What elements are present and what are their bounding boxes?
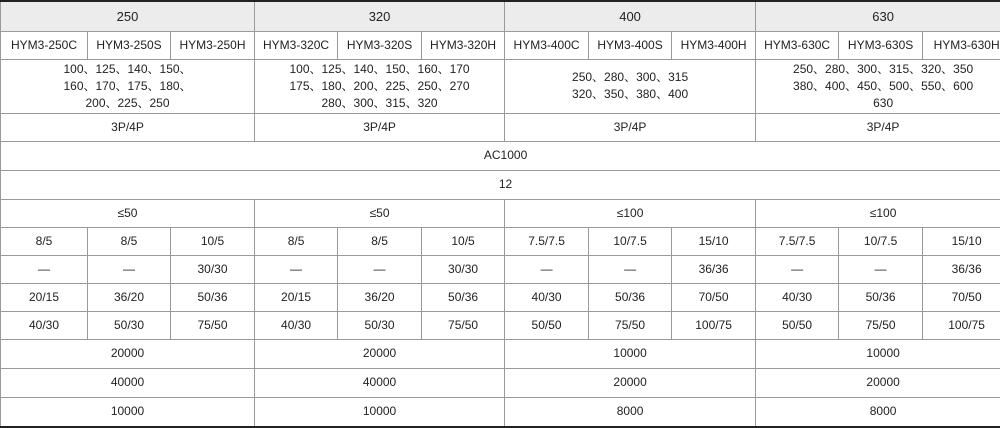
value-cell: —	[88, 255, 171, 283]
model-cell: HYM3-320S	[338, 31, 422, 59]
model-cell: HYM3-320C	[255, 31, 338, 59]
rated-current-line: 380、400、450、500、550、600	[758, 78, 1000, 95]
model-cell: HYM3-320H	[422, 31, 505, 59]
model-cell: HYM3-250H	[171, 31, 255, 59]
value-cell: 70/50	[672, 283, 756, 311]
frame-630: 630	[756, 1, 1000, 31]
value-cell: 40/30	[505, 283, 589, 311]
value-cell: 30/30	[171, 255, 255, 283]
life-cell: 40000	[255, 368, 505, 397]
arcing-400: ≤100	[505, 199, 756, 227]
value-cell: —	[255, 255, 338, 283]
rated-current-line: 320、350、380、400	[507, 86, 753, 103]
breaking-row-a	[1, 227, 1000, 255]
frame-400: 400	[505, 1, 756, 31]
poles-row	[1, 113, 1000, 141]
rated-current-line: 200、225、250	[3, 95, 252, 112]
value-cell: 8/5	[1, 227, 88, 255]
life-cell: 40000	[1, 368, 255, 397]
value-cell: 50/36	[171, 283, 255, 311]
value-cell: 36/36	[672, 255, 756, 283]
life-row-2	[1, 368, 1000, 397]
value-cell: 8/5	[338, 227, 422, 255]
value-cell: 50/36	[839, 283, 923, 311]
value-cell: 50/50	[505, 311, 589, 339]
value-cell: 7.5/7.5	[505, 227, 589, 255]
model-cell: HYM3-630C	[756, 31, 839, 59]
impulse-voltage: 12	[1, 170, 1000, 199]
frame-250: 250	[1, 1, 255, 31]
life-row-1	[1, 339, 1000, 368]
rated-current-line: 160、170、175、180、	[3, 78, 252, 95]
rated-current-row	[1, 59, 1000, 113]
value-cell: 10/7.5	[589, 227, 672, 255]
arcing-250: ≤50	[1, 199, 255, 227]
life-cell: 10000	[1, 397, 255, 427]
model-cell: HYM3-630S	[839, 31, 923, 59]
value-cell: 100/75	[672, 311, 756, 339]
life-cell: 10000	[255, 397, 505, 427]
breaking-row-b	[1, 255, 1000, 283]
value-cell: 20/15	[255, 283, 338, 311]
frame-320: 320	[255, 1, 505, 31]
rated-current-line: 250、280、300、315、320、350	[758, 61, 1000, 78]
poles-320: 3P/4P	[255, 113, 505, 141]
value-cell: 40/30	[1, 311, 88, 339]
life-cell: 8000	[756, 397, 1000, 427]
value-cell: 75/50	[839, 311, 923, 339]
value-cell: 75/50	[422, 311, 505, 339]
value-cell: —	[756, 255, 839, 283]
arcing-320: ≤50	[255, 199, 505, 227]
value-cell: —	[839, 255, 923, 283]
model-cell: HYM3-400H	[672, 31, 756, 59]
value-cell: —	[505, 255, 589, 283]
value-cell: 36/20	[338, 283, 422, 311]
rated-current-line: 175、180、200、225、250、270	[257, 78, 502, 95]
value-cell: 36/36	[923, 255, 1000, 283]
life-cell: 20000	[505, 368, 756, 397]
model-cell: HYM3-400C	[505, 31, 589, 59]
life-cell: 20000	[756, 368, 1000, 397]
value-cell: 10/7.5	[839, 227, 923, 255]
value-cell: —	[338, 255, 422, 283]
breaking-row-c	[1, 283, 1000, 311]
value-cell: 15/10	[672, 227, 756, 255]
value-cell: —	[589, 255, 672, 283]
rated-current-line: 280、300、315、320	[257, 95, 502, 112]
rated-current-line: 250、280、300、315	[507, 69, 753, 86]
value-cell: 50/30	[338, 311, 422, 339]
value-cell: —	[1, 255, 88, 283]
value-cell: 8/5	[88, 227, 171, 255]
model-cell: HYM3-400S	[589, 31, 672, 59]
value-cell: 75/50	[171, 311, 255, 339]
impulse-row	[1, 170, 1000, 199]
value-cell: 8/5	[255, 227, 338, 255]
breaking-row-d	[1, 311, 1000, 339]
voltage-row	[1, 141, 1000, 170]
life-cell: 8000	[505, 397, 756, 427]
value-cell: 50/50	[756, 311, 839, 339]
value-cell: 36/20	[88, 283, 171, 311]
value-cell: 40/30	[756, 283, 839, 311]
rated-current-320	[255, 59, 505, 113]
rated-current-line: 630	[758, 95, 1000, 112]
model-cell: HYM3-250C	[1, 31, 88, 59]
value-cell: 70/50	[923, 283, 1000, 311]
poles-400: 3P/4P	[505, 113, 756, 141]
rated-current-630	[756, 59, 1000, 113]
poles-630: 3P/4P	[756, 113, 1000, 141]
arcing-row	[1, 199, 1000, 227]
arcing-630: ≤100	[756, 199, 1000, 227]
model-cell: HYM3-630H	[923, 31, 1000, 59]
value-cell: 100/75	[923, 311, 1000, 339]
life-cell: 10000	[505, 339, 756, 368]
value-cell: 50/30	[88, 311, 171, 339]
value-cell: 15/10	[923, 227, 1000, 255]
life-cell: 20000	[1, 339, 255, 368]
rated-voltage: AC1000	[1, 141, 1000, 170]
value-cell: 10/5	[171, 227, 255, 255]
value-cell: 10/5	[422, 227, 505, 255]
value-cell: 50/36	[422, 283, 505, 311]
rated-current-400	[505, 59, 756, 113]
model-row	[1, 31, 1000, 59]
life-cell: 20000	[255, 339, 505, 368]
model-cell: HYM3-250S	[88, 31, 171, 59]
value-cell: 30/30	[422, 255, 505, 283]
rated-current-250	[1, 59, 255, 113]
life-row-3	[1, 397, 1000, 427]
value-cell: 7.5/7.5	[756, 227, 839, 255]
rated-current-line: 100、125、140、150、	[3, 61, 252, 78]
poles-250: 3P/4P	[1, 113, 255, 141]
frame-row	[1, 1, 1000, 31]
rated-current-line: 100、125、140、150、160、170	[257, 61, 502, 78]
value-cell: 20/15	[1, 283, 88, 311]
value-cell: 40/30	[255, 311, 338, 339]
life-cell: 10000	[756, 339, 1000, 368]
value-cell: 75/50	[589, 311, 672, 339]
value-cell: 50/36	[589, 283, 672, 311]
